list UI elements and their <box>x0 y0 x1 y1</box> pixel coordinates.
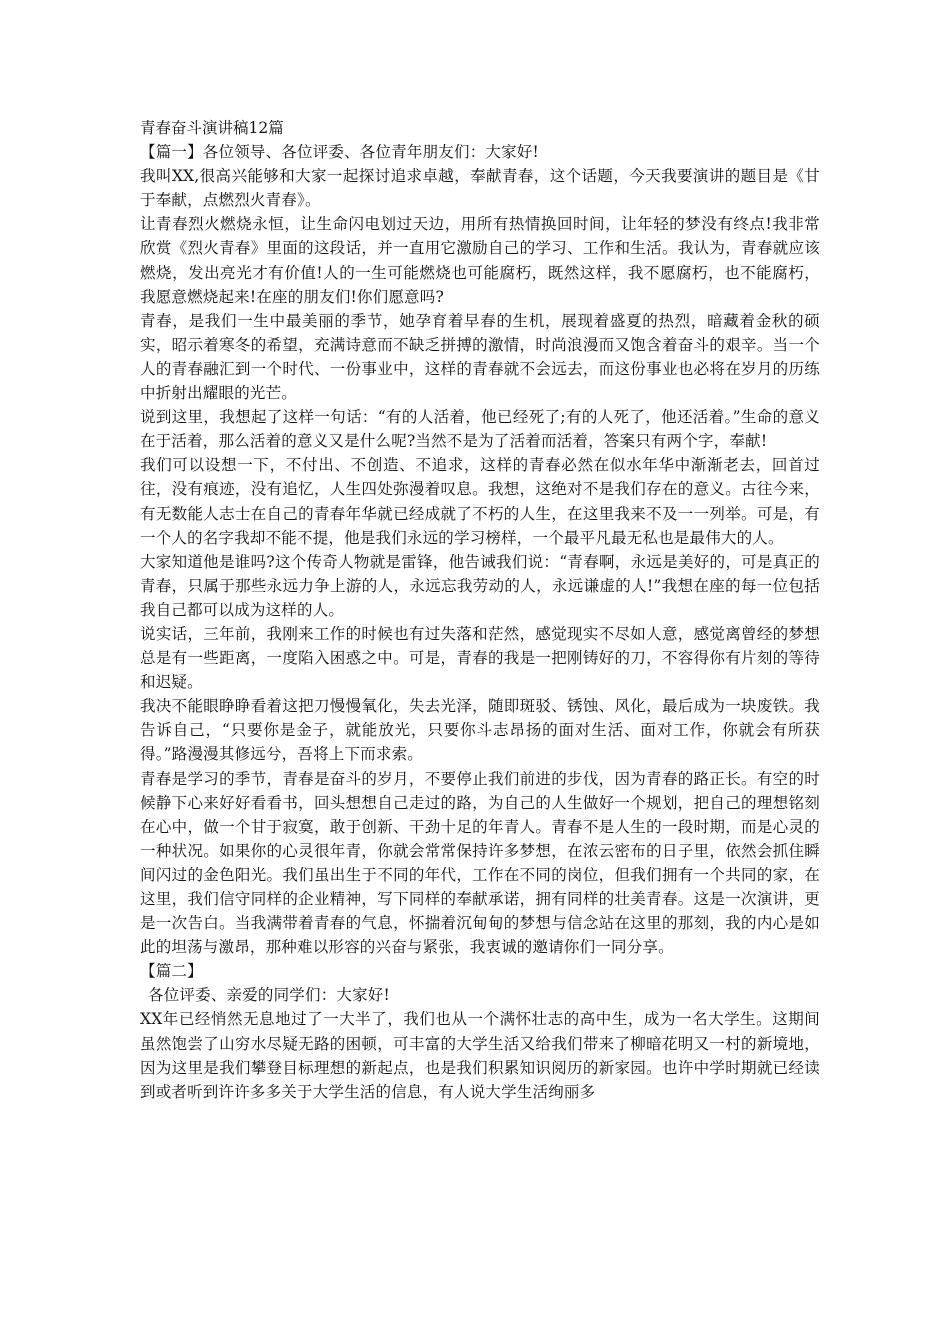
paragraph-1: 【篇一】各位领导、各位评委、各位青年朋友们：大家好! <box>140 143 539 162</box>
paragraph-13: XX年已经悄然无息地过了一大半了，我们也从一个满怀壮志的高中生，成为一名大学生。这期间虽然饱尝了山穷水尽疑无路的困顿，可丰富的大学生活又给我们带来了柳暗花明又一村的新境地，因为这里是我们攀登目标理想的新起点，也是我们积累知识阅历的新家园。也许中学时期就已经读到或者听到许许多多关于大学生活的信息，有人说大学生活绚丽多 <box>140 1010 820 1101</box>
paragraph-4: 青春，是我们一生中最美丽的季节，她孕育着早春的生机，展现着盛夏的热烈，暗藏着金秋的硕实，昭示着寒冬的希望，充满诗意而不缺乏拼搏的激情，时尚浪漫而又饱含着奋斗的艰辛。当一个人的青春融汇到一个时代、一份事业中，这样的青春就不会远去，而这份事业也必将在岁月的历练中折射出耀眼的光芒。 <box>140 311 820 403</box>
paragraph-6: 我们可以设想一下，不付出、不创造、不追求，这样的青春必然在似水年华中渐渐老去，回首过往，没有痕迹，没有追忆，人生四处弥漫着叹息。我想，这绝对不是我们存在的意义。古往今来，有无数能人志士在自己的青春年华就已经成就了不朽的人生，在这里我来不及一一列举。可是，有一个人的名字我却不能不提，他是我们永远的学习榜样，一个最平凡最无私也是最伟大的人。 <box>140 456 820 547</box>
paragraph-7: 大家知道他是谁吗?这个传奇人物就是雷锋，他告诫我们说：“青春啊，永远是美好的，可是真正的青春，只属于那些永远力争上游的人，永远忘我劳动的人，永远谦虚的人!”我想在座的每一位包括我自己都可以成为这样的人。 <box>140 552 820 619</box>
paragraph-3: 让青春烈火燃烧永恒，让生命闪电划过天边，用所有热情换回时间，让年轻的梦没有终点!我非常欣赏《烈火青春》里面的这段话，并一直用它激励自己的学习、工作和生活。我认为，青春就应该燃烧，发出亮光才有价值!人的一生可能燃烧也可能腐朽，既然这样，我不愿腐朽，也不能腐朽，我愿意燃烧起来!在座的朋友们!你们愿意吗? <box>140 215 820 306</box>
paragraph-12: 各位评委、亲爱的同学们：大家好! <box>148 986 390 1005</box>
paragraph-8: 说实话，三年前，我刚来工作的时候也有过失落和茫然，感觉现实不尽如人意，感觉离曾经的梦想总是有一些距离，一度陷入困惑之中。可是，青春的我是一把刚铸好的刀，不容得你有片刻的等待和迟疑。 <box>140 624 820 692</box>
paragraph-5: 说到这里，我想起了这样一句话：“有的人活着，他已经死了;有的人死了，他还活着。”生命的意义在于活着，那么活着的意义又是什么呢?当然不是为了活着而活着，答案只有两个字，奉献! <box>140 408 820 451</box>
paragraph-2: 我叫XX,很高兴能够和大家一起探讨追求卓越，奉献青春，这个话题，今天我要演讲的题目是《甘于奉献，点燃烈火青春》。 <box>140 167 820 210</box>
document-title: 青春奋斗演讲稿12篇 <box>140 119 284 137</box>
paragraph-10: 青春是学习的季节，青春是奋斗的岁月，不要停止我们前进的步伐，因为青春的路正长。有空的时候静下心来好好看看书，回头想想自己走过的路，为自己的人生做好一个规划，把自己的理想铭刻在心中，做一个甘于寂寞，敢于创新、干劲十足的年青人。青春不是人生的一段时期，而是心灵的一种状况。如果你的心灵很年青，你就会常常保持许多梦想，在浓云密布的日子里，依然会抓住瞬间闪过的金色阳光。我们虽出生于不同的年代，工作在不同的岗位，但我们拥有一个共同的家，在这里，我们信守同样的企业精神，写下同样的奉献承诺，拥有同样的壮美青春。这是一次演讲，更是一次告白。当我满带着青春的气息，怀揣着沉甸甸的梦想与信念站在这里的那刻，我的内心是如此的坦荡与激昂，那种难以形容的兴奋与紧张，我衷诚的邀请你们一同分享。 <box>140 769 820 957</box>
section-heading-2: 【篇二】 <box>140 962 203 981</box>
paragraph-9: 我决不能眼睁睁看着这把刀慢慢氧化，失去光泽，随即斑驳、锈蚀、风化，最后成为一块废铁。我告诉自己，“只要你是金子，就能放光，只要你斗志昂扬的面对生活、面对工作，你就会有所获得。”路漫漫其修远兮，吾将上下而求索。 <box>140 697 820 764</box>
document-body <box>140 116 820 1104</box>
